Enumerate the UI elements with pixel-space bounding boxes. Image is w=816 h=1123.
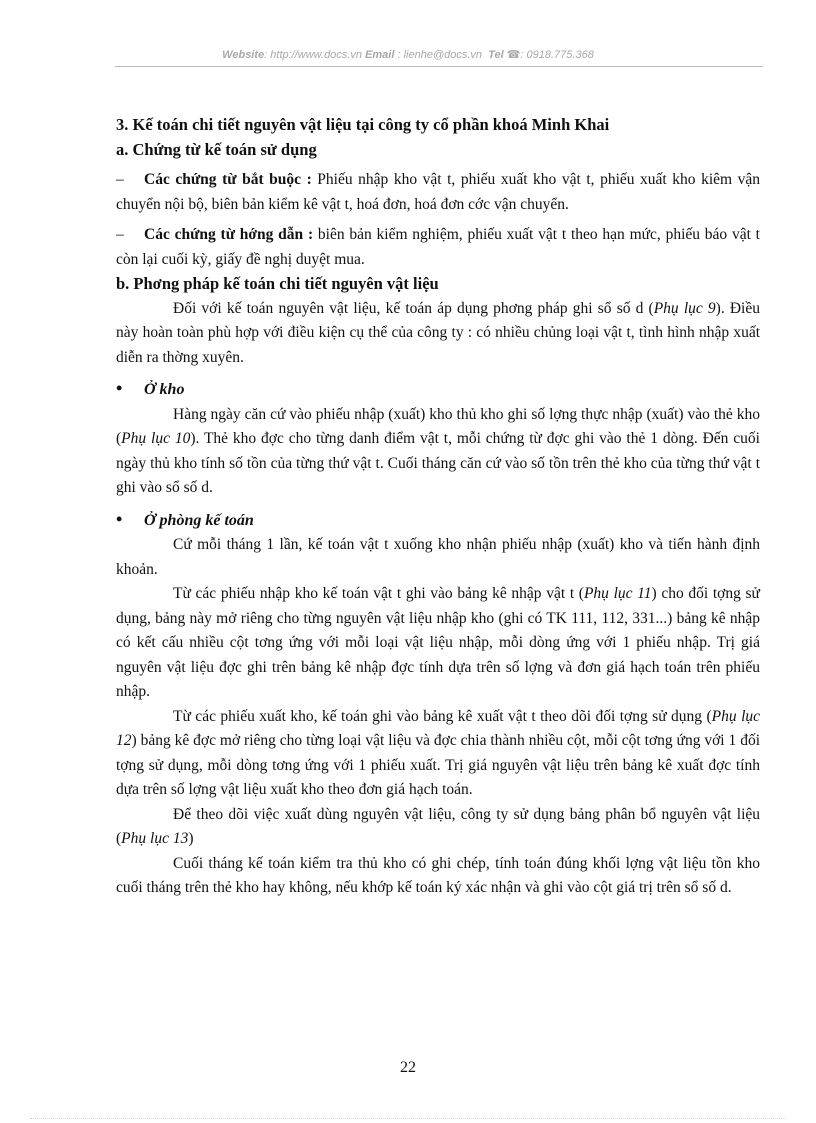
page-header [0, 48, 816, 61]
website-label: Website [222, 49, 265, 61]
email-value: : lienhe@docs.vn [397, 49, 483, 61]
website-value: : http://www.docs.vn [264, 49, 362, 61]
accounting-paragraph-3: Từ các phiếu xuất kho, kế toán ghi vào bảng kê xuất vật t theo dõi đối tợng sử dụng (Phụ lục 12) bảng kê đợc mở riêng cho từng loại vật liệu và đợc chia thành nhiều cột, mỗi cột tơng ứng với 1 đối tợng sử dụng, mỗi dòng tơng ứng với 1 phiếu xuất. Trị giá nguyên vật liệu trên bảng kê xuất đợc tính dựa trên số lợng vật liệu xuất kho theo đơn giá hạch toán. [116, 707, 761, 798]
accounting-paragraph-4: Để theo dõi việc xuất dùng nguyên vật liệu, công ty sử dụng bảng phân bổ nguyên vật liệu (Phụ lục 13) [116, 805, 760, 847]
appendix-reference: Phụ lục 13 [121, 830, 189, 847]
accounting-paragraph-5: Cuối tháng kế toán kiểm tra thủ kho có ghi chép, tính toán đúng khối lợng vật liệu tồn kho cuối tháng trên thẻ kho hay không, nếu khớp kế toán ký xác nhận và ghi vào cột giá trị trên sổ số d. [116, 854, 760, 896]
accounting-paragraph-1: Cứ mỗi tháng 1 lần, kế toán vật t xuống kho nhận phiếu nhập (xuất) kho và tiến hành định khoản. [116, 536, 760, 578]
header-rule [115, 66, 763, 67]
section-3-heading: 3. Kế toán chi tiết nguyên vật liệu tại công ty cổ phần khoá Minh Khai [116, 115, 610, 134]
appendix-reference: Phụ lục 10 [121, 430, 191, 447]
appendix-reference: Phụ lục 11 [583, 585, 652, 602]
accounting-paragraph-2: Từ các phiếu nhập kho kế toán vật t ghi vào bảng kê nhập vật t (Phụ lục 11) cho đối tợng sử dụng, bảng này mở riêng cho từng nguyên vật liệu nhập kho (ghi có TK 111, 112, 331...) bảng kê nhập có kết cấu nhiều cột tơng ứng với mỗi loại vật liệu nhập, mỗi dòng ứng với 1 phiếu nhập. Trị giá nguyên vật liệu đợc ghi trên bảng kê nhập đợc tính dựa trên số lợng và đơn giá hạch toán trên phiếu nhập. [116, 585, 760, 700]
method-intro-paragraph: Đối với kế toán nguyên vật liệu, kế toán áp dụng phơng pháp ghi sổ số d (Phụ lục 9). Điều này hoàn toàn phù hợp với điều kiện cụ thể của công ty : có nhiều chủng loại vật t, tình hình nhập xuất diễn ra thờng xuyên. [116, 299, 760, 366]
bottom-dotted-rule [30, 1118, 786, 1119]
section-b-heading: b. Phơng pháp kế toán chi tiết nguyên vật liệu [116, 274, 439, 293]
tel-value: : 0918.775.368 [520, 49, 594, 61]
warehouse-heading: • Ở kho [116, 376, 760, 403]
dash-marker: – [116, 171, 124, 188]
page-number: 22 [400, 1059, 416, 1076]
accounting-dept-heading: • Ở phòng kế toán [116, 507, 760, 534]
phone-icon: ☎ [506, 49, 521, 61]
document-body [116, 113, 760, 901]
warehouse-paragraph: Hàng ngày căn cứ vào phiếu nhập (xuất) kho thủ kho ghi số lợng thực nhập (xuất) vào thẻ kho (Phụ lục 10). Thẻ kho đợc cho từng danh điểm vật t, mỗi chứng từ đợc ghi vào thẻ 1 dòng. Đến cuối ngày thủ kho tính số tồn của từng thứ vật t. Cuối tháng căn cứ vào số tồn trên thẻ kho của từng thứ vật t ghi vào sổ số d. [116, 405, 760, 496]
mandatory-documents-paragraph: – Các chứng từ bắt buộc : Phiếu nhập kho vật t, phiếu xuất kho vật t, phiếu xuất kho kiêm vận chuyển nội bộ, biên bản kiểm kê vật t, hoá đơn, hoá đơn cớc vận chuyển. [116, 168, 760, 217]
dash-marker: – [116, 226, 124, 243]
email-label: Email [365, 49, 395, 61]
tel-label: Tel [488, 49, 504, 61]
bullet-icon: • [116, 378, 123, 398]
guidance-documents-label: Các chứng từ hớng dẫn : [144, 226, 314, 243]
guidance-documents-paragraph: – Các chứng từ hớng dẫn : biên bản kiểm nghiệm, phiếu xuất vật t theo hạn mức, phiếu báo vật t còn lại cuối kỳ, giấy đề nghị duyệt mua. [116, 223, 760, 272]
section-a-heading: a. Chứng từ kế toán sử dụng [116, 139, 317, 159]
appendix-reference: Phụ lục 9 [653, 299, 716, 317]
appendix-reference: Phụ lục 12 [116, 707, 761, 749]
mandatory-documents-label: Các chứng từ bắt buộc : [144, 171, 312, 188]
bullet-icon: • [116, 508, 123, 529]
